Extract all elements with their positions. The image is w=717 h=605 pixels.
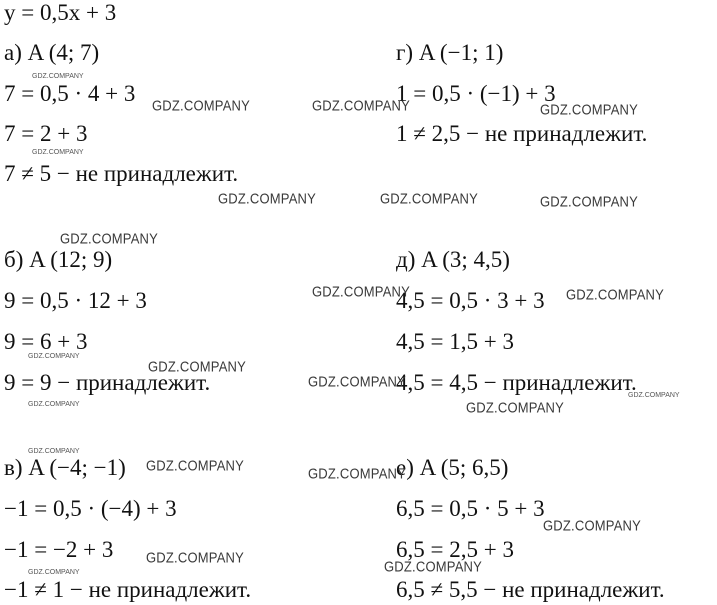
watermark: GDZ.COMPANY [380, 189, 479, 208]
watermark: GDZ.COMPANY [540, 100, 639, 119]
watermark: GDZ.COMPANY [28, 353, 80, 360]
watermark: GDZ.COMPANY [566, 285, 665, 304]
watermark: GDZ.COMPANY [540, 192, 639, 211]
case-d-header: д) A (3; 4,5) [396, 247, 510, 272]
watermark: GDZ.COMPANY [28, 569, 80, 576]
case-d-line-2: 4,5 = 1,5 + 3 [396, 329, 514, 354]
case-b-line-1: 9 = 0,5 · 12 + 3 [4, 288, 147, 313]
case-b-line-3: 9 = 9 − принадлежит. [4, 370, 211, 395]
case-g-line-1: 1 = 0,5 · (−1) + 3 [396, 81, 556, 106]
watermark: GDZ.COMPANY [628, 392, 680, 399]
watermark: GDZ.COMPANY [543, 516, 642, 535]
case-v-header: в) A (−4; −1) [4, 455, 126, 480]
case-e-line-1: 6,5 = 0,5 · 5 + 3 [396, 496, 545, 521]
watermark: GDZ.COMPANY [32, 149, 84, 156]
case-d-line-3: 4,5 = 4,5 − принадлежит. [396, 370, 637, 395]
watermark: GDZ.COMPANY [312, 282, 411, 301]
case-e-header: е) A (5; 6,5) [396, 455, 509, 480]
case-e-line-2: 6,5 = 2,5 + 3 [396, 537, 514, 562]
watermark: GDZ.COMPANY [148, 357, 247, 376]
case-a-line-2: 7 = 2 + 3 [4, 121, 88, 146]
watermark: GDZ.COMPANY [28, 401, 80, 408]
case-a-line-1: 7 = 0,5 · 4 + 3 [4, 81, 136, 106]
watermark: GDZ.COMPANY [28, 448, 80, 455]
watermark: GDZ.COMPANY [146, 456, 245, 475]
watermark: GDZ.COMPANY [60, 229, 159, 248]
watermark: GDZ.COMPANY [308, 372, 407, 391]
watermark: GDZ.COMPANY [312, 96, 411, 115]
case-d-line-1: 4,5 = 0,5 · 3 + 3 [396, 288, 545, 313]
case-v-line-3: −1 ≠ 1 − не принадлежит. [4, 577, 252, 602]
watermark: GDZ.COMPANY [32, 73, 84, 80]
case-g-header: г) A (−1; 1) [396, 40, 504, 65]
watermark: GDZ.COMPANY [466, 398, 565, 417]
watermark: GDZ.COMPANY [218, 189, 317, 208]
case-e-line-3: 6,5 ≠ 5,5 − не принадлежит. [396, 577, 665, 602]
watermark: GDZ.COMPANY [308, 464, 407, 483]
watermark: GDZ.COMPANY [152, 96, 251, 115]
equation: y = 0,5x + 3 [4, 0, 117, 25]
case-a-line-3: 7 ≠ 5 − не принадлежит. [4, 161, 239, 186]
case-b-header: б) A (12; 9) [4, 247, 113, 272]
case-g-line-2: 1 ≠ 2,5 − не принадлежит. [396, 121, 648, 146]
case-b-line-2: 9 = 6 + 3 [4, 329, 88, 354]
watermark: GDZ.COMPANY [146, 548, 245, 567]
case-a-header: а) A (4; 7) [4, 40, 100, 65]
case-v-line-1: −1 = 0,5 · (−4) + 3 [4, 496, 177, 521]
watermark: GDZ.COMPANY [384, 557, 483, 576]
case-v-line-2: −1 = −2 + 3 [4, 537, 114, 562]
